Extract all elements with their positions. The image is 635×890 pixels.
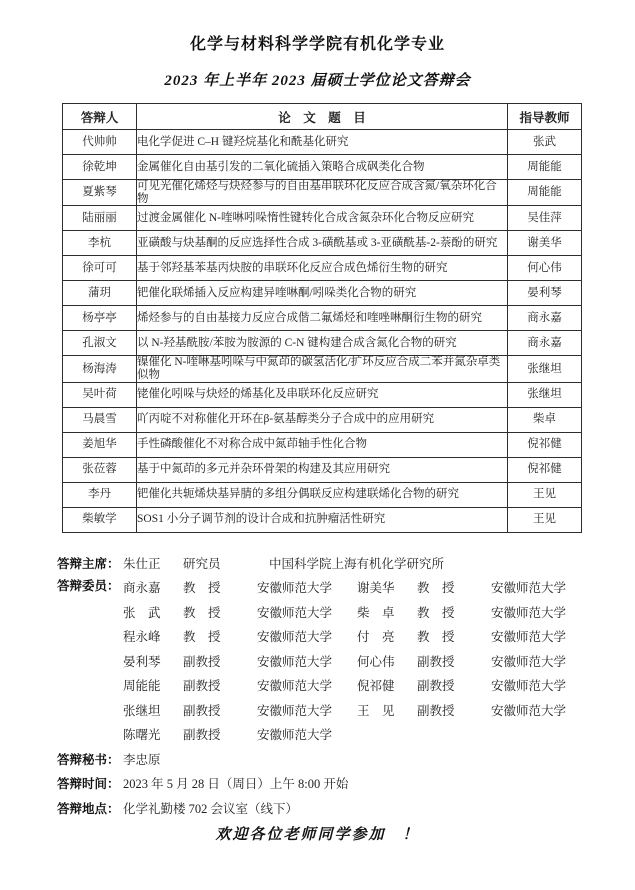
thesis-title: 铑催化吲哚与炔烃的烯基化及串联环化反应研究: [137, 382, 508, 407]
defender-name: 马晨雪: [63, 407, 137, 432]
chair-line: [57, 552, 635, 577]
table-row: [63, 281, 582, 306]
defense-schedule-table: [62, 103, 582, 533]
chair-label: 答辩主席：: [57, 556, 120, 571]
time-label: 答辩时间：: [57, 777, 120, 792]
committee-member-title: 副教授: [417, 703, 455, 718]
committee-member-title: 教 授: [417, 605, 455, 620]
committee-member-name: 陈曙光: [123, 728, 161, 743]
committee-row: [123, 576, 635, 601]
committee-row: [123, 674, 635, 699]
table-row: [63, 155, 582, 180]
header-thesis-title: 论 文 题 目: [137, 104, 508, 130]
defender-name: 李杭: [63, 231, 137, 256]
table-row: [63, 306, 582, 331]
defender-name: 代帅帅: [63, 130, 137, 155]
table-row: [63, 206, 582, 231]
venue-label: 答辩地点：: [57, 801, 120, 816]
committee-member-affiliation: 安徽师范大学: [257, 630, 333, 645]
committee-member-affiliation: 安徽师范大学: [491, 679, 567, 694]
advisor-name: 谢美华: [508, 231, 582, 256]
committee-member-title: 教 授: [183, 630, 221, 645]
committee-label: 答辩委员：: [57, 579, 120, 594]
chair-name: 朱仕正: [123, 556, 161, 571]
committee-member-affiliation: [491, 723, 635, 748]
thesis-title: 以 N-羟基酰胺/苯胺为胺源的 C-N 键构建合成含氮化合物的研究: [137, 331, 508, 356]
thesis-title: 可见光催化烯烃与炔烃参与的自由基串联环化反应合成含氮/氧杂环化合物: [137, 180, 508, 206]
thesis-title: SOS1 小分子调节剂的设计合成和抗肿瘤活性研究: [137, 507, 508, 532]
advisor-name: 张继坦: [508, 356, 582, 382]
secretary-line: [57, 748, 635, 773]
committee-member-affiliation: 安徽师范大学: [257, 728, 333, 743]
committee-member-name: 晏利琴: [123, 654, 161, 669]
committee-member-name: 程永峰: [123, 630, 161, 645]
advisor-name: 周能能: [508, 180, 582, 206]
advisor-name: 周能能: [508, 155, 582, 180]
committee-member-name: 付 亮: [357, 630, 395, 645]
committee-section: [57, 576, 635, 748]
committee-member-title: 教 授: [183, 581, 221, 596]
defender-name: 徐可可: [63, 256, 137, 281]
defense-info-section: [57, 552, 635, 822]
committee-member-name: 张继坦: [123, 703, 161, 718]
thesis-title: 手性磷酸催化不对称合成中氮茚轴手性化合物: [137, 432, 508, 457]
table-row: [63, 407, 582, 432]
table-row: [63, 130, 582, 155]
thesis-title: 亚磺酸与炔基酮的反应选择性合成 3-磺酰基或 3-亚磺酰基-2-萘酚的研究: [137, 231, 508, 256]
committee-member-title: 教 授: [417, 581, 455, 596]
thesis-title: 钯催化联烯插入反应构建异喹啉酮/吲哚类化合物的研究: [137, 281, 508, 306]
defender-name: 徐乾坤: [63, 155, 137, 180]
table-row: [63, 331, 582, 356]
committee-member-title: 副教授: [183, 703, 221, 718]
committee-member-name: 张 武: [123, 605, 161, 620]
chair-title: 研究员: [183, 556, 221, 571]
committee-row: [123, 723, 635, 748]
committee-row: [123, 625, 635, 650]
advisor-name: 倪祁健: [508, 457, 582, 482]
venue-value: 化学礼勤楼 702 会议室（线下）: [123, 801, 299, 816]
table-row: [63, 356, 582, 382]
committee-member-affiliation: 安徽师范大学: [257, 703, 333, 718]
committee-member-title: [417, 723, 491, 748]
defender-name: 柴敏学: [63, 507, 137, 532]
committee-member-affiliation: 安徽师范大学: [491, 605, 567, 620]
advisor-name: 吴佳萍: [508, 206, 582, 231]
advisor-name: 何心伟: [508, 256, 582, 281]
advisor-name: 倪祁健: [508, 432, 582, 457]
committee-row: [123, 699, 635, 724]
venue-line: [57, 797, 635, 822]
advisor-name: 商永嘉: [508, 306, 582, 331]
header-defender: 答辩人: [63, 104, 137, 130]
defender-name: 蒲玥: [63, 281, 137, 306]
committee-member-name: 何心伟: [357, 654, 395, 669]
table-row: [63, 482, 582, 507]
defender-name: 杨海涛: [63, 356, 137, 382]
committee-rows: [123, 576, 635, 748]
defender-name: 吴叶荷: [63, 382, 137, 407]
thesis-title: 电化学促进 C–H 键羟烷基化和酰基化研究: [137, 130, 508, 155]
secretary-label: 答辩秘书：: [57, 752, 120, 767]
thesis-title: 烯烃参与的自由基接力反应合成偕二氟烯烃和喹唑啉酮衍生物的研究: [137, 306, 508, 331]
committee-row: [123, 601, 635, 626]
committee-member-affiliation: 安徽师范大学: [257, 605, 333, 620]
advisor-name: 张继坦: [508, 382, 582, 407]
defender-name: 杨亭亭: [63, 306, 137, 331]
table-row: [63, 180, 582, 206]
table-row: [63, 457, 582, 482]
committee-member-name: 倪祁健: [357, 679, 395, 694]
defender-name: 陆丽丽: [63, 206, 137, 231]
table-row: [63, 231, 582, 256]
committee-member-title: 教 授: [183, 605, 221, 620]
table-row: [63, 382, 582, 407]
committee-member-affiliation: 安徽师范大学: [491, 581, 567, 596]
header-advisor: 指导教师: [508, 104, 582, 130]
closing-line: 欢迎各位老师同学参加 ！: [215, 827, 420, 844]
table-row: [63, 507, 582, 532]
chair-affiliation: 中国科学院上海有机化学研究所: [269, 556, 445, 571]
defender-name: 张莅蓉: [63, 457, 137, 482]
time-value: 2023 年 5 月 28 日（周日）上午 8:00 开始: [123, 777, 349, 792]
committee-member-affiliation: 安徽师范大学: [257, 654, 333, 669]
committee-member-name: [357, 723, 417, 748]
committee-member-affiliation: 安徽师范大学: [257, 679, 333, 694]
committee-member-name: 谢美华: [357, 581, 395, 596]
committee-member-affiliation: 安徽师范大学: [491, 654, 567, 669]
secretary-name: 李忠原: [123, 752, 161, 767]
committee-member-name: 王 见: [357, 703, 395, 718]
time-line: [57, 772, 635, 797]
committee-member-title: 副教授: [183, 728, 221, 743]
defender-name: 姜旭华: [63, 432, 137, 457]
table-row: [63, 432, 582, 457]
advisor-name: 商永嘉: [508, 331, 582, 356]
committee-row: [123, 650, 635, 675]
committee-member-name: 商永嘉: [123, 581, 161, 596]
committee-member-name: 柴 卓: [357, 605, 395, 620]
committee-member-title: 副教授: [417, 654, 455, 669]
thesis-title: 吖丙啶不对称催化开环在β-氨基醇类分子合成中的应用研究: [137, 407, 508, 432]
thesis-title: 基于中氮茚的多元并杂环骨架的构建及其应用研究: [137, 457, 508, 482]
advisor-name: 晏利琴: [508, 281, 582, 306]
advisor-name: 张武: [508, 130, 582, 155]
table-header: [63, 104, 582, 130]
committee-member-affiliation: 安徽师范大学: [257, 581, 333, 596]
thesis-title: 金属催化自由基引发的二氧化硫插入策略合成砜类化合物: [137, 155, 508, 180]
defender-name: 李丹: [63, 482, 137, 507]
committee-member-name: 周能能: [123, 679, 161, 694]
committee-member-affiliation: 安徽师范大学: [491, 630, 567, 645]
thesis-title: 镍催化 N-喹啉基吲哚与中氮茚的碳氢活化/扩环反应合成二苯并氮杂卓类似物: [137, 356, 508, 382]
table-header-row: [63, 104, 582, 130]
advisor-name: 王见: [508, 482, 582, 507]
committee-member-title: 教 授: [417, 630, 455, 645]
advisor-name: 王见: [508, 507, 582, 532]
committee-member-title: 副教授: [183, 654, 221, 669]
thesis-title: 基于邻羟基苯基丙炔胺的串联环化反应合成色烯衍生物的研究: [137, 256, 508, 281]
committee-member-affiliation: 安徽师范大学: [491, 703, 567, 718]
committee-member-title: 副教授: [417, 679, 455, 694]
thesis-title: 过渡金属催化 N-喹啉吲哚惰性键转化合成含氮杂环化合物反应研究: [137, 206, 508, 231]
thesis-title: 钯催化共轭烯炔基异腈的多组分偶联反应构建联烯化合物的研究: [137, 482, 508, 507]
committee-member-title: 副教授: [183, 679, 221, 694]
defender-name: 夏紫琴: [63, 180, 137, 206]
page-subtitle: 2023 年上半年 2023 届硕士学位论文答辩会: [164, 73, 471, 89]
advisor-name: 柴卓: [508, 407, 582, 432]
defender-name: 孔淑文: [63, 331, 137, 356]
page-title: 化学与材料科学学院有机化学专业: [189, 36, 445, 53]
table-row: [63, 256, 582, 281]
